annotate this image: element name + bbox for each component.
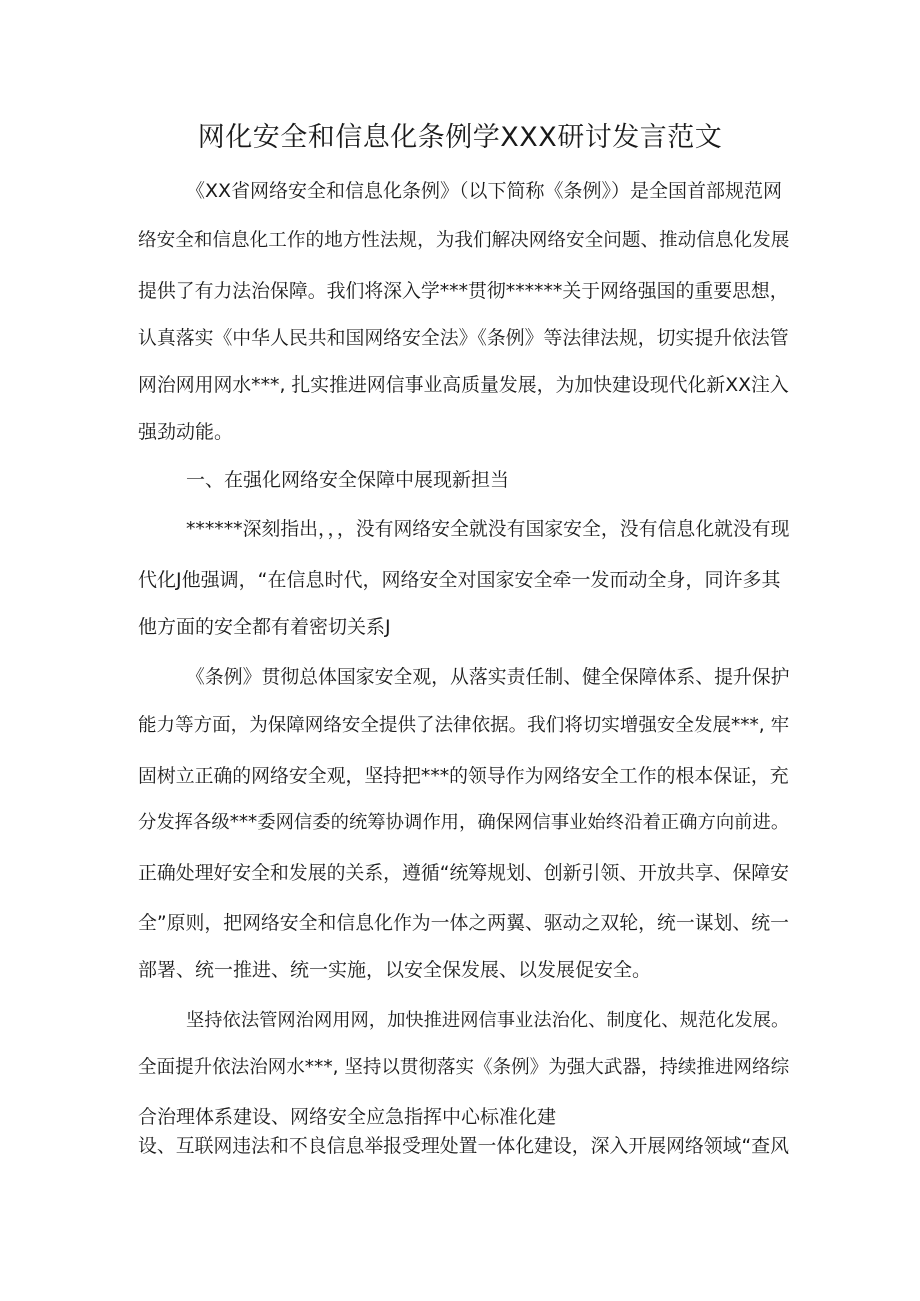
paragraph-4-line-4: 设、互联网违法和不良信息举报受理处置一体化建设，深入开展网络领域“查风 [138, 1135, 789, 1157]
paragraph-1-line-4: 认真落实《中华人民共和国网络安全法》《条例》等法律法规，切实提升依法管 [138, 327, 789, 349]
paragraph-3-line-6: 全”原则，把网络安全和信息化作为一体之两翼、驱动之双轮，统一谋划、统一 [138, 912, 789, 934]
paragraph-3-line-7: 部署、统一推进、统一实施，以安全保发展、以发展促安全。 [138, 959, 652, 981]
paragraph-2-line-1: ******深刻指出，，，没有网络安全就没有国家安全，没有信息化就没有现 [186, 518, 790, 540]
paragraph-1-line-5: 网治网用网水***, 扎实推进网信事业高质量发展，为加快建设现代化新XX注入 [138, 374, 789, 396]
paragraph-3-line-2: 能力等方面，为保障网络安全提供了法律依据。我们将切实增强安全发展***, 牢 [138, 715, 790, 736]
paragraph-4-line-1: 坚持依法管网治网用网，加快推进网信事业法治化、制度化、规范化发展。 [186, 1010, 790, 1031]
paragraph-2-line-2: 代化J他强调，“在信息时代，网络安全对国家安全牵一发而动全身，同许多其 [138, 569, 781, 591]
paragraph-3-line-4: 分发挥各级***委网信委的统筹协调作用，确保网信事业始终沿着正确方向前进。 [138, 812, 790, 833]
paragraph-1-line-2: 络安全和信息化工作的地方性法规，为我们解决网络安全问题、推动信息化发展 [138, 230, 790, 251]
paragraph-3-line-1: 《条例》贯彻总体国家安全观，从落实责任制、健全保障体系、提升保护 [186, 666, 790, 688]
paragraph-4-line-3: 合治理体系建设、网络安全应急指挥中心标准化建 [138, 1106, 557, 1128]
paragraph-2-line-3: 他方面的安全都有着密切关系J [138, 616, 391, 638]
paragraph-1-line-3: 提供了有力法治保障。我们将深入学***贯彻******关于网络强国的重要思想， [138, 280, 789, 302]
paragraph-3-line-3: 固树立正确的网络安全观，坚持把***的领导作为网络安全工作的根本保证，充 [138, 765, 789, 787]
paragraph-1-line-1: 《XX省网络安全和信息化条例》（以下简称《条例》）是全国首部规范网 [186, 180, 783, 202]
paragraph-1-line-6: 强劲动能。 [138, 421, 234, 443]
paragraph-4-line-2: 全面提升依法治网水***, 坚持以贯彻落实《条例》为强大武器，持续推进网络综 [138, 1057, 790, 1078]
document-title: 网化安全和信息化条例学XXX研讨发言范文 [197, 122, 723, 153]
paragraph-3-line-5: 正确处理好安全和发展的关系，遵循“统筹规划、创新引领、开放共享、保障安 [138, 862, 789, 884]
section-heading-1: 一、在强化网络安全保障中展现新担当 [186, 469, 510, 491]
